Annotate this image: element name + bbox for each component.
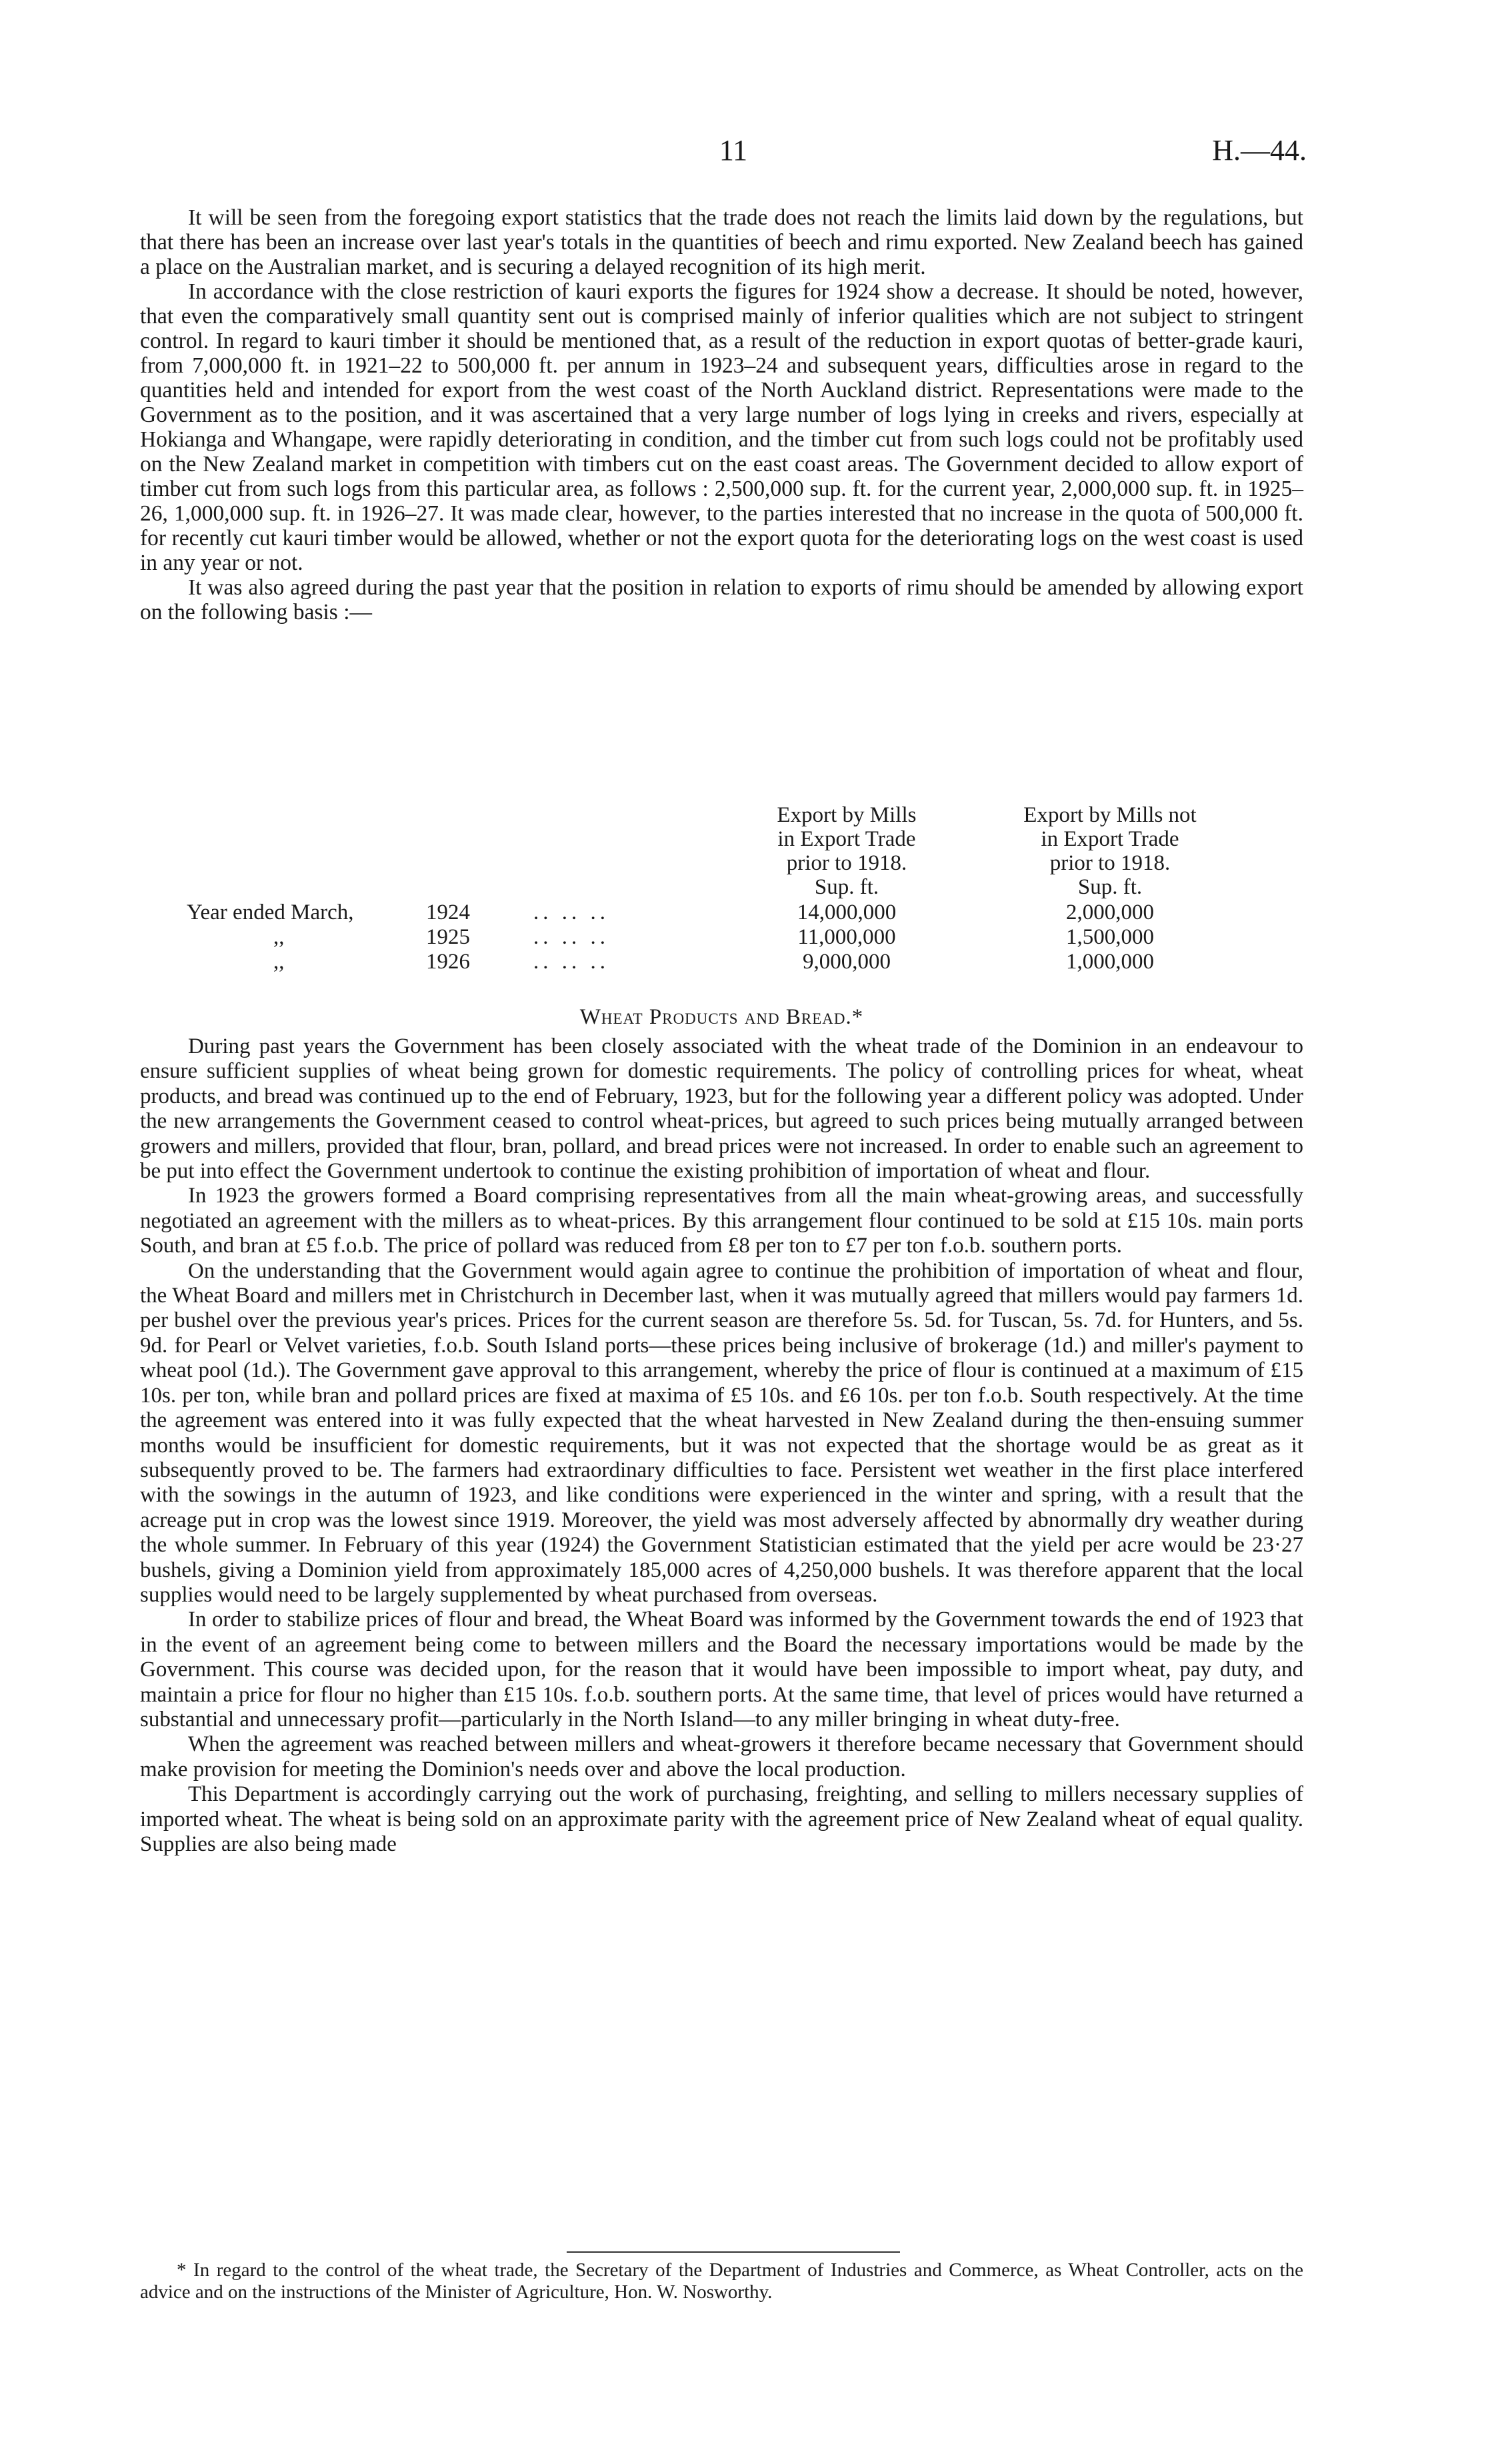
- table-row: [140, 950, 1303, 974]
- paragraph: In 1923 the growers formed a Board comprising representatives from all the main wheat-growing areas, and successfully negotiated an agreement with the millers as to wheat-prices. By this arrangement flour continued to be sold at £15 10s. main ports South, and bran at £5 f.o.b. The price of pollard was reduced from £8 per ton to £7 per ton f.o.b. southern ports.: [140, 1184, 1303, 1258]
- body-text-top: [140, 205, 1303, 624]
- document-reference: H.—44.: [1212, 134, 1307, 167]
- body-text-wheat: [140, 1034, 1303, 1857]
- leader-dots: .. .. ..: [533, 925, 609, 949]
- row-year: 1925: [426, 925, 470, 949]
- row-year: 1924: [426, 900, 470, 924]
- non-mills-value: 2,000,000: [1066, 900, 1154, 924]
- footnote: * In regard to the control of the wheat trade, the Secretary of the Department of Industries and Commerce, as Wheat Controller, acts on the advice and on the instructions of the Minister of Agriculture, Hon. W. Nosworthy.: [140, 2259, 1303, 2303]
- mills-value: 11,000,000: [797, 925, 896, 949]
- paragraph: During past years the Government has been closely associated with the wheat trade of the Dominion in an endeavour to ensure sufficient supplies of wheat being grown for domestic requirements. The policy of controlling prices for wheat, wheat products, and bread was continued up to the end of February, 1923, but for the following year a different policy was adopted. Under the new arrangements the Government ceased to control wheat-prices, but agreed to such prices being mutually arranged between growers and millers, provided that flour, bran, pollard, and bread prices were not increased. In order to enable such an agreement to be put into effect the Government undertook to continue the existing prohibition of importation of wheat and flour.: [140, 1034, 1303, 1184]
- table-row: [140, 900, 1303, 925]
- mills-value: 14,000,000: [797, 900, 897, 924]
- leader-dots: .. .. ..: [533, 950, 609, 974]
- footnote-divider: [567, 2251, 900, 2253]
- paragraph: On the understanding that the Government would again agree to continue the prohibition of importation of wheat and flour, the Wheat Board and millers met in Christchurch in December last, when it was mutually agreed that millers would pay farmers 1d. per bushel over the previous year's prices. Prices for the current season are therefore 5s. 5d. for Tuscan, 5s. 7d. for Hunters, and 5s. 9d. for Pearl or Velvet varieties, f.o.b. South Island ports—these prices being inclusive of brokerage (1d.) and miller's payment to wheat pool (1d.). The Government gave approval to this arrangement, whereby the price of flour is continued at a maximum of £15 10s. per ton, while bran and pollard prices are fixed at maxima of £5 10s. and £6 10s. per ton f.o.b. South respectively. At the time the agreement was entered into it was fully expected that the wheat harvested in New Zealand during the then-ensuing summer months would be insufficient for domestic requirements, but it was not expected that the shortage would be as great as it subsequently proved to be. The farmers had extraordinary difficulties to face. Persistent wet weather in the first place interfered with the sowings in the autumn of 1923, and like conditions were experienced in the winter and spring, with a result that the acreage put in crop was the lowest since 1919. Moreover, the yield was most adversely affected by abnormally dry weather during the whole summer. In February of this year (1924) the Government Statistician estimated that the yield per acre would be 23·27 bushels, giving a Dominion yield from approximately 185,000 acres of 4,250,000 bushels. It was therefore apparent that the local supplies would need to be largely supplemented by wheat purchased from overseas.: [140, 1258, 1303, 1607]
- paragraph: When the agreement was reached between millers and wheat-growers it therefore became necessary that Government should make provision for meeting the Dominion's needs over and above the local production.: [140, 1732, 1303, 1782]
- paragraph: In order to stabilize prices of flour and bread, the Wheat Board was informed by the Government towards the end of 1923 that in the event of an agreement being come to between millers and the Board the necessary importations would be made by the Government. This course was decided upon, for the reason that it would have been impossible to import wheat, pay duty, and maintain a price for flour no higher than £15 10s. f.o.b. southern ports. At the same time, that level of prices would have returned a substantial and unnecessary profit—particularly in the North Island—to any miller bringing in wheat duty-free.: [140, 1608, 1303, 1732]
- page-number: 11: [719, 134, 748, 167]
- non-mills-value: 1,500,000: [1066, 925, 1154, 949]
- column-header-mills-in-export-trade: Export by Mills in Export Trade prior to 1918. Sup. ft.: [777, 803, 917, 899]
- non-mills-value: 1,000,000: [1066, 950, 1154, 974]
- row-label: ,,: [273, 925, 285, 949]
- row-year: 1926: [426, 950, 470, 974]
- table-row: [140, 925, 1303, 950]
- row-label: ,,: [273, 950, 285, 974]
- section-heading: Wheat Products and Bread.*: [579, 1005, 864, 1029]
- column-header-mills-not-in-export-trade: Export by Mills not in Export Trade prior to 1918. Sup. ft.: [1023, 803, 1197, 899]
- paragraph: In accordance with the close restriction of kauri exports the figures for 1924 show a decrease. It should be noted, however, that even the comparatively small quantity sent out is comprised mainly of inferior qualities which are not subject to stringent control. In regard to kauri timber it should be mentioned that, as a result of the reduction in export quotas of better-grade kauri, from 7,000,000 ft. in 1921–22 to 500,000 ft. per annum in 1923–24 and subsequent years, difficulties arose in regard to the quantities held and intended for export from the west coast of the North Auckland district. Representations were made to the Government as to the position, and it was ascertained that a very large number of logs lying in creeks and rivers, especially at Hokianga and Whangape, were rapidly deteriorating in condition, and the timber cut from such logs could not be profitably used on the New Zealand market in competition with timbers cut on the east coast areas. The Government decided to allow export of timber cut from such logs from this particular area, as follows : 2,500,000 sup. ft. for the current year, 2,000,000 sup. ft. in 1925–26, 1,000,000 sup. ft. in 1926–27. It was made clear, however, to the parties interested that no increase in the quota of 500,000 ft. for recently cut kauri timber would be allowed, whether or not the export quota for the deteriorating logs on the west coast is used in any year or not.: [140, 279, 1303, 575]
- paragraph: This Department is accordingly carrying out the work of purchasing, freighting, and selling to millers necessary supplies of imported wheat. The wheat is being sold on an approximate parity with the agreement price of New Zealand wheat of equal quality. Supplies are also being made: [140, 1782, 1303, 1856]
- paragraph: It was also agreed during the past year that the position in relation to exports of rimu should be amended by allowing export on the following basis :—: [140, 575, 1303, 624]
- leader-dots: .. .. ..: [533, 900, 609, 924]
- mills-value: 9,000,000: [803, 950, 891, 974]
- row-label: Year ended March,: [187, 900, 354, 924]
- paragraph: It will be seen from the foregoing export statistics that the trade does not reach the limits laid down by the regulations, but that there has been an increase over last year's totals in the quantities of beech and rimu exported. New Zealand beech has gained a place on the Australian market, and is securing a delayed recognition of its high merit.: [140, 205, 1303, 279]
